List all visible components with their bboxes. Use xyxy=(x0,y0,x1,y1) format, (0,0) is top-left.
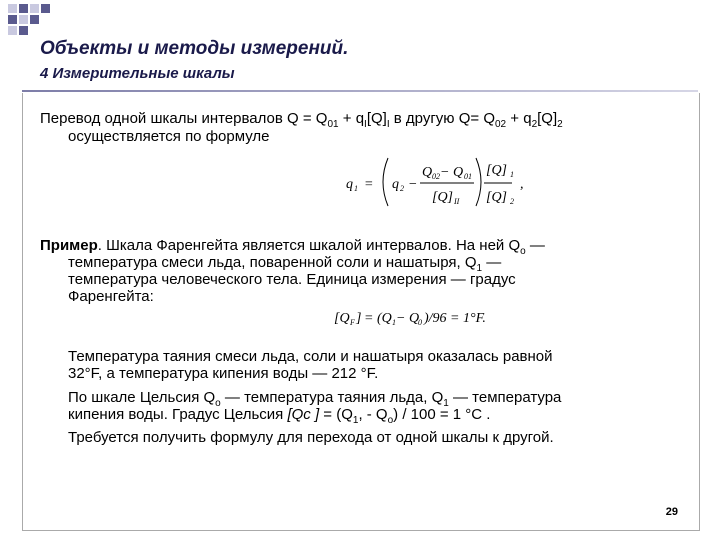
svg-text:,: , xyxy=(520,177,524,192)
svg-text:[Q]: [Q] xyxy=(432,190,454,205)
deco-square xyxy=(8,4,17,13)
svg-text:Q: Q xyxy=(422,165,433,180)
svg-text:1: 1 xyxy=(392,318,396,327)
svg-text:q: q xyxy=(346,177,353,192)
celsius-line-1: По шкале Цельсия $Q_o$ — температура таяния льда, $Q_1$ — температура xyxy=(68,389,562,409)
svg-text:)/96 = 1°F.: )/96 = 1°F. xyxy=(424,311,486,326)
svg-text:0: 0 xyxy=(418,318,422,327)
deco-square xyxy=(8,15,17,24)
svg-text:1: 1 xyxy=(510,170,514,179)
conversion-formula xyxy=(340,150,540,212)
svg-text:[Q: [Q xyxy=(334,311,350,326)
svg-text:II: II xyxy=(454,197,460,206)
title-divider xyxy=(22,90,698,92)
svg-text:]: ] xyxy=(356,311,362,326)
intro-line-2: осуществляется по формуле xyxy=(68,128,270,145)
svg-text:[Q]: [Q] xyxy=(486,163,508,178)
svg-text:−: − xyxy=(408,177,418,192)
deco-square xyxy=(19,26,28,35)
svg-text:1: 1 xyxy=(354,184,358,193)
fahrenheit-degree-formula xyxy=(330,304,510,330)
deco-square xyxy=(19,15,28,24)
svg-text:F: F xyxy=(350,318,355,327)
svg-text:= (Q: = (Q xyxy=(364,311,392,326)
data-line-2: 32°F, а температура кипения воды — 212 °F. xyxy=(68,365,379,382)
svg-text:− Q: − Q xyxy=(396,311,420,326)
page-number: 29 xyxy=(665,506,678,518)
svg-text:2: 2 xyxy=(510,197,514,206)
deco-square xyxy=(19,4,28,13)
task-line: Требуется получить формулу для перехода от одной шкалы к другой. xyxy=(68,429,554,446)
page-title: Объекты и методы измерений. xyxy=(40,38,349,59)
deco-square xyxy=(8,26,17,35)
deco-square xyxy=(41,4,50,13)
svg-text:2: 2 xyxy=(400,184,404,193)
example-line-1: Пример. Шкала Фаренгейта является шкалой интервалов. На ней $Q_о$ — xyxy=(40,237,545,257)
intro-line-1: Перевод одной шкалы интервалов $Q = Q_{01} + q_I[Q]_I$ в другую $Q= Q_{02} + q_2[Q]_2$ xyxy=(40,110,563,130)
svg-text:[Q]: [Q] xyxy=(486,190,508,205)
svg-text:=: = xyxy=(364,177,374,192)
page-subtitle: 4 Измерительные шкалы xyxy=(40,65,235,82)
example-line-4: Фаренгейта: xyxy=(68,288,154,305)
deco-square xyxy=(30,4,39,13)
example-line-3: температура человеческого тела. Единица измерения — градус xyxy=(68,271,516,288)
svg-text:02: 02 xyxy=(432,172,440,181)
data-line-1: Температура таяния смеси льда, соли и нашатыря оказалась равной xyxy=(68,348,553,365)
svg-text:− Q: − Q xyxy=(440,165,464,180)
corner-decoration xyxy=(0,0,60,40)
svg-text:01: 01 xyxy=(464,172,472,181)
example-line-2: температура смеси льда, поваренной соли и нашатыря, $Q_1$ — xyxy=(68,254,502,274)
deco-square xyxy=(30,15,39,24)
svg-text:q: q xyxy=(392,177,399,192)
celsius-line-2: кипения воды. Градус Цельсия [Qc ] = ($Q_1$, - $Q_o) / 100 = 1$ °C . xyxy=(68,406,491,426)
